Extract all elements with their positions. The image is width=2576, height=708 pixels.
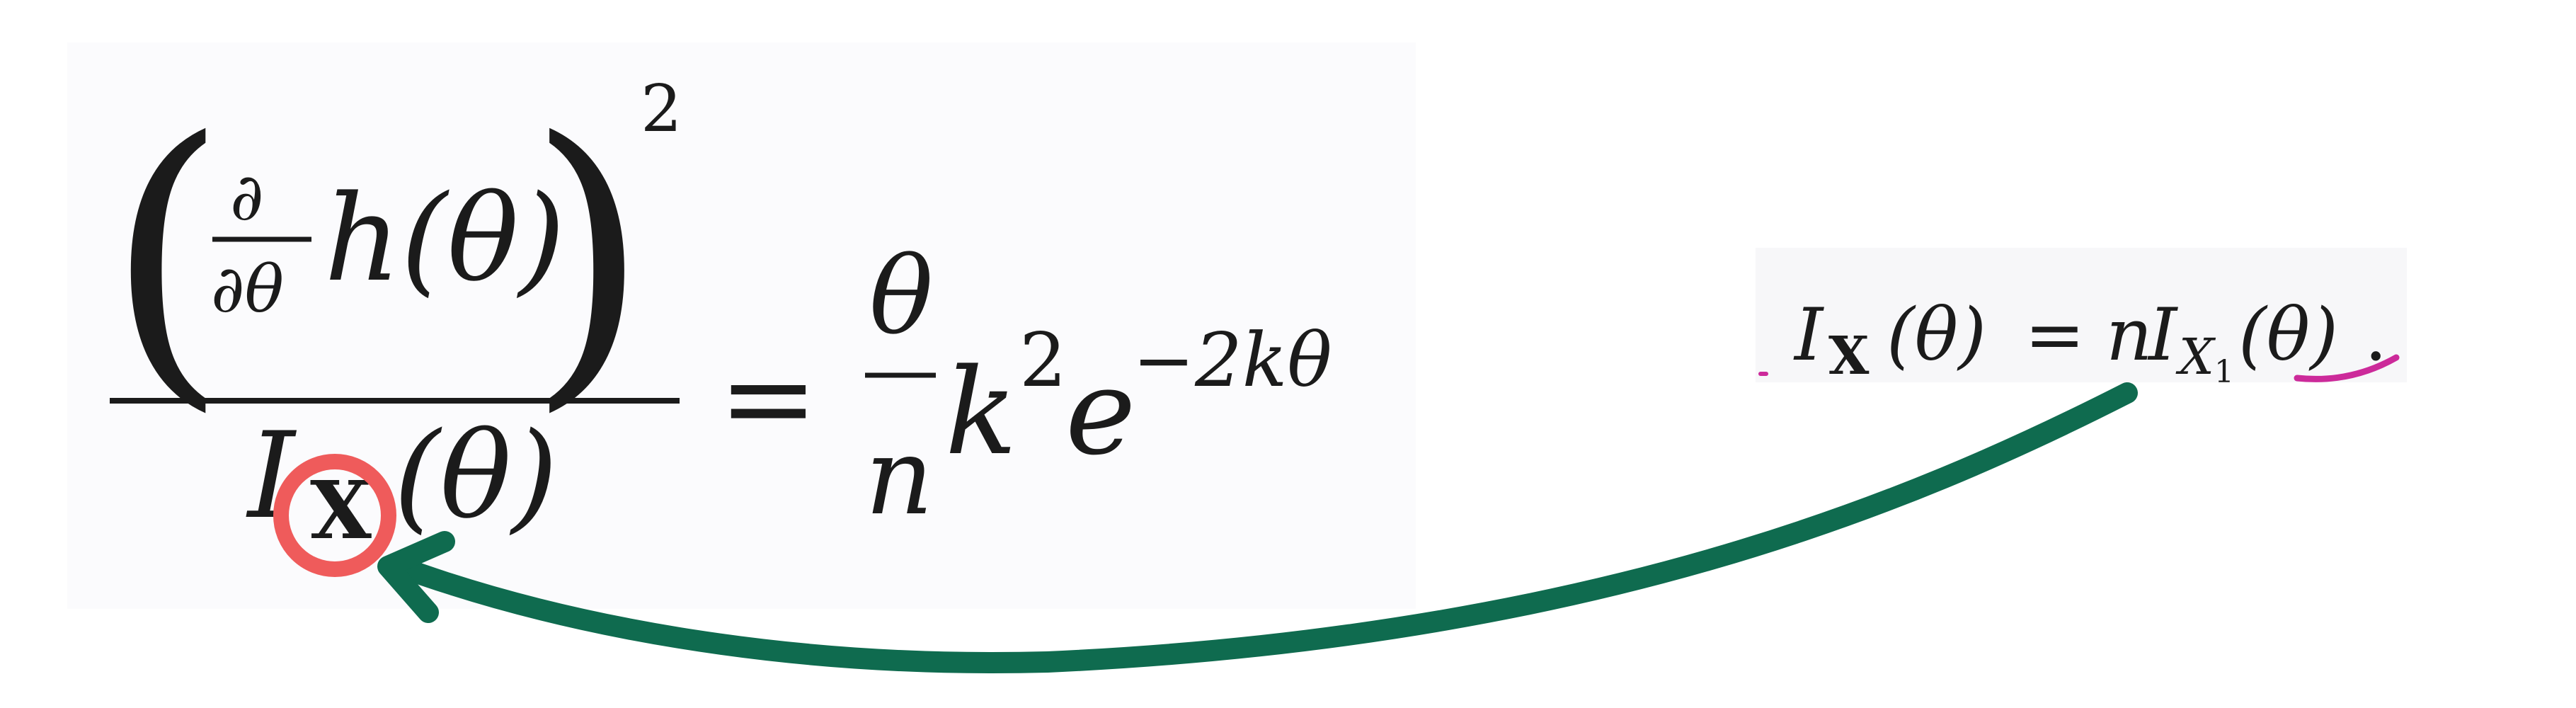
numerator-exponent: 2 <box>641 71 682 147</box>
right-lhs-subscript: X <box>1828 326 1870 387</box>
rhs-frac-top: θ <box>869 235 934 358</box>
right-lhs-symbol: I <box>1794 293 1824 377</box>
paren-close: ) <box>527 76 649 438</box>
denominator-subscript: X <box>310 464 372 557</box>
partial-top: ∂ <box>230 159 264 235</box>
rhs-e-exponent: −2kθ <box>1133 317 1332 404</box>
rhs-k: k <box>945 343 1017 481</box>
right-rhs-argument: (θ) <box>2238 293 2338 377</box>
right-rhs-subsubscript: 1 <box>2214 354 2234 390</box>
right-equation <box>1761 293 2396 390</box>
right-period: . <box>2364 293 2388 377</box>
rhs-e: e <box>1065 343 1136 481</box>
function-h-theta: h(θ) <box>324 169 566 308</box>
denominator-argument: (θ) <box>394 406 559 545</box>
equals-sign: = <box>719 329 818 467</box>
curved-arrow-shaft <box>395 393 2127 663</box>
rhs-k-exponent: 2 <box>1019 317 1067 404</box>
paren-open: ( <box>106 76 228 438</box>
right-equals: = <box>2025 293 2085 377</box>
right-lhs-argument: (θ) <box>1887 293 1986 377</box>
right-rhs-subscript: X <box>2179 328 2214 386</box>
right-rhs-symbol: I <box>2148 293 2177 377</box>
denominator-symbol: I <box>248 406 295 545</box>
partial-bottom: ∂θ <box>211 251 284 327</box>
right-n: n <box>2106 293 2153 377</box>
rhs-frac-bottom: n <box>865 416 934 539</box>
